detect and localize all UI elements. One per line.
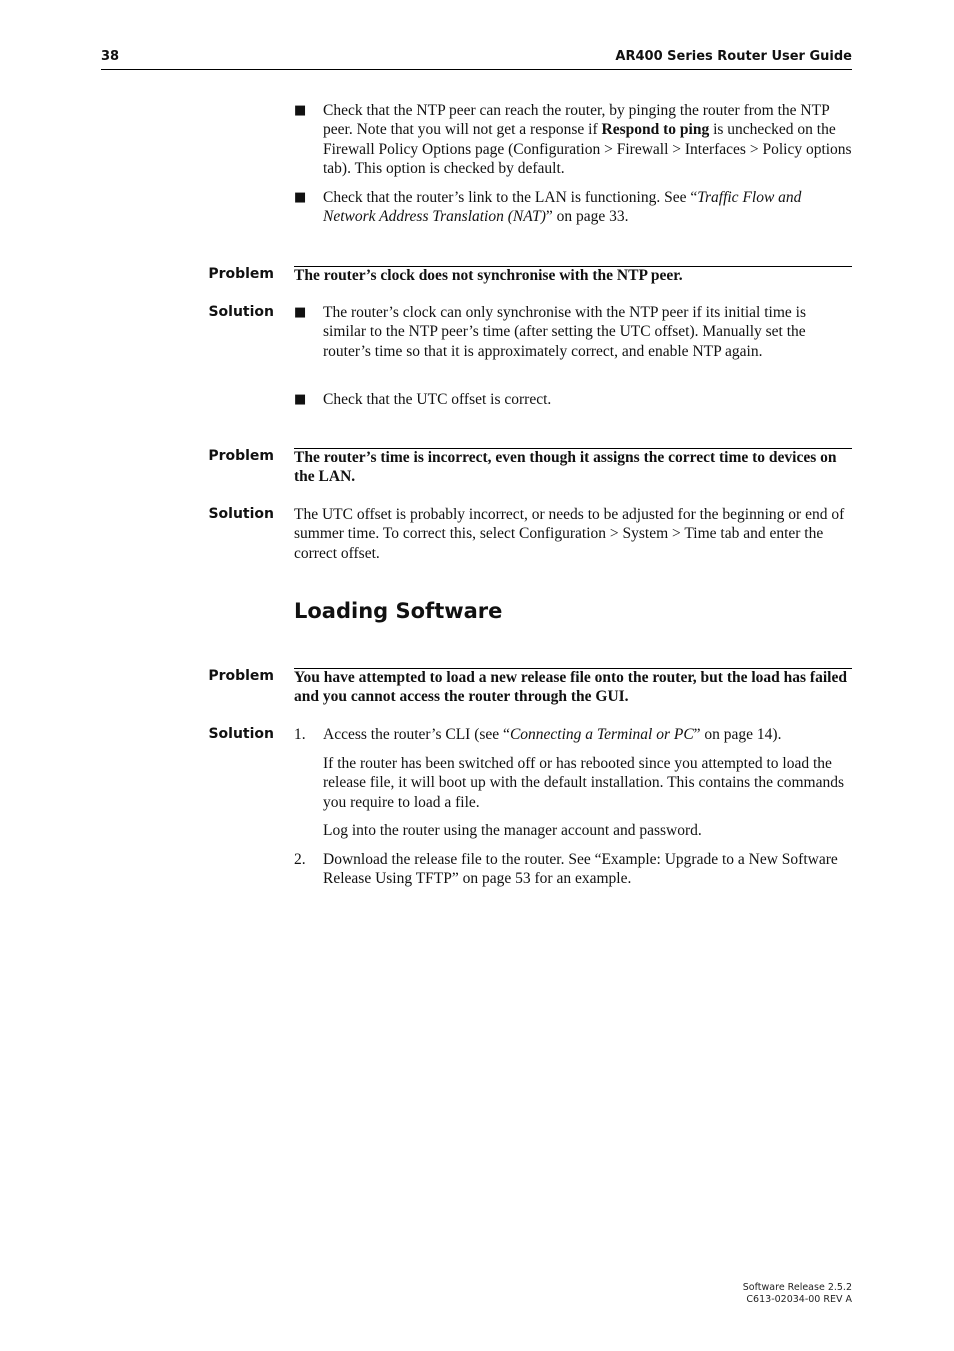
- bold-term: Respond to ping: [601, 121, 710, 139]
- bullet-text: The router’s clock can only synchronise with the NTP peer if its initial time is similar to the NTP peer’s time (after setting the UTC offset). Manually set the router’s time so that it is approximately correct, and enable NTP again.: [323, 304, 806, 360]
- solution-label: Solution: [208, 726, 274, 742]
- cross-reference-link[interactable]: Traffic Flow and Network Address Translation (NAT): [323, 189, 802, 226]
- section-heading: Loading Software: [294, 599, 503, 623]
- page-number: 38: [101, 49, 120, 64]
- problem-title: You have attempted to load a new release file onto the router, but the load has failed and you cannot access the router through the GUI.: [294, 669, 847, 706]
- problem-title: The router’s time is incorrect, even though it assigns the correct time to devices on the LAN.: [294, 449, 837, 486]
- software-release: Software Release 2.5.2: [742, 1282, 852, 1293]
- guide-title: AR400 Series Router User Guide: [615, 49, 852, 64]
- problem-label: Problem: [208, 266, 274, 282]
- list-item: [294, 101, 852, 179]
- list-item: [294, 390, 852, 409]
- list-item: [294, 725, 852, 744]
- bullet-text: Check that the NTP peer can reach the router, by pinging the router from the NTP peer. Note that you will not get a response if Respond to ping is unchecked on the Firewall Policy Options page (Configuration > Firewall > Interfaces > Policy options tab). This option is checked by default.: [323, 102, 852, 178]
- bullet-marker: ■: [294, 103, 307, 118]
- step-text: Download the release file to the router. See “Example: Upgrade to a New Software Release Using TFTP” on page 53 for an example.: [323, 851, 838, 888]
- page-footer: [743, 1282, 852, 1306]
- page-header: [101, 47, 852, 70]
- bullet-marker: ■: [294, 190, 307, 205]
- bullet-marker: ■: [294, 392, 307, 407]
- step-text: Access the router’s CLI (see “Connecting a Terminal or PC” on page 14).: [323, 726, 782, 743]
- step-number: 2.: [294, 851, 306, 868]
- list-item: [294, 303, 852, 361]
- step-note: If the router has been switched off or has rebooted since you attempted to load the release file, it will boot up with the default installation. This contains the commands you require to load a file.: [323, 755, 845, 811]
- cross-reference-link[interactable]: Connecting a Terminal or PC: [509, 726, 694, 743]
- solution-text: The UTC offset is probably incorrect, or needs to be adjusted for the beginning or end of summer time. To correct this, select Configuration > System > Time tab and enter the correct offset.: [294, 506, 845, 562]
- document-number: C613-02034-00 REV A: [746, 1294, 852, 1305]
- problem-title: The router’s clock does not synchronise with the NTP peer.: [294, 267, 683, 284]
- list-item: [294, 188, 852, 227]
- problem-label: Problem: [208, 448, 274, 464]
- bullet-marker: ■: [294, 305, 307, 320]
- solution-label: Solution: [208, 304, 274, 320]
- bullet-text: Check that the router’s link to the LAN is functioning. See “Traffic Flow and Network Address Translation (NAT)” on page 33.: [323, 189, 802, 226]
- list-item: [294, 850, 852, 889]
- bullet-text: Check that the UTC offset is correct.: [323, 391, 552, 408]
- solution-label: Solution: [208, 506, 274, 522]
- step-number: 1.: [294, 726, 306, 743]
- step-note: Log into the router using the manager account and password.: [323, 822, 702, 839]
- problem-label: Problem: [208, 668, 274, 684]
